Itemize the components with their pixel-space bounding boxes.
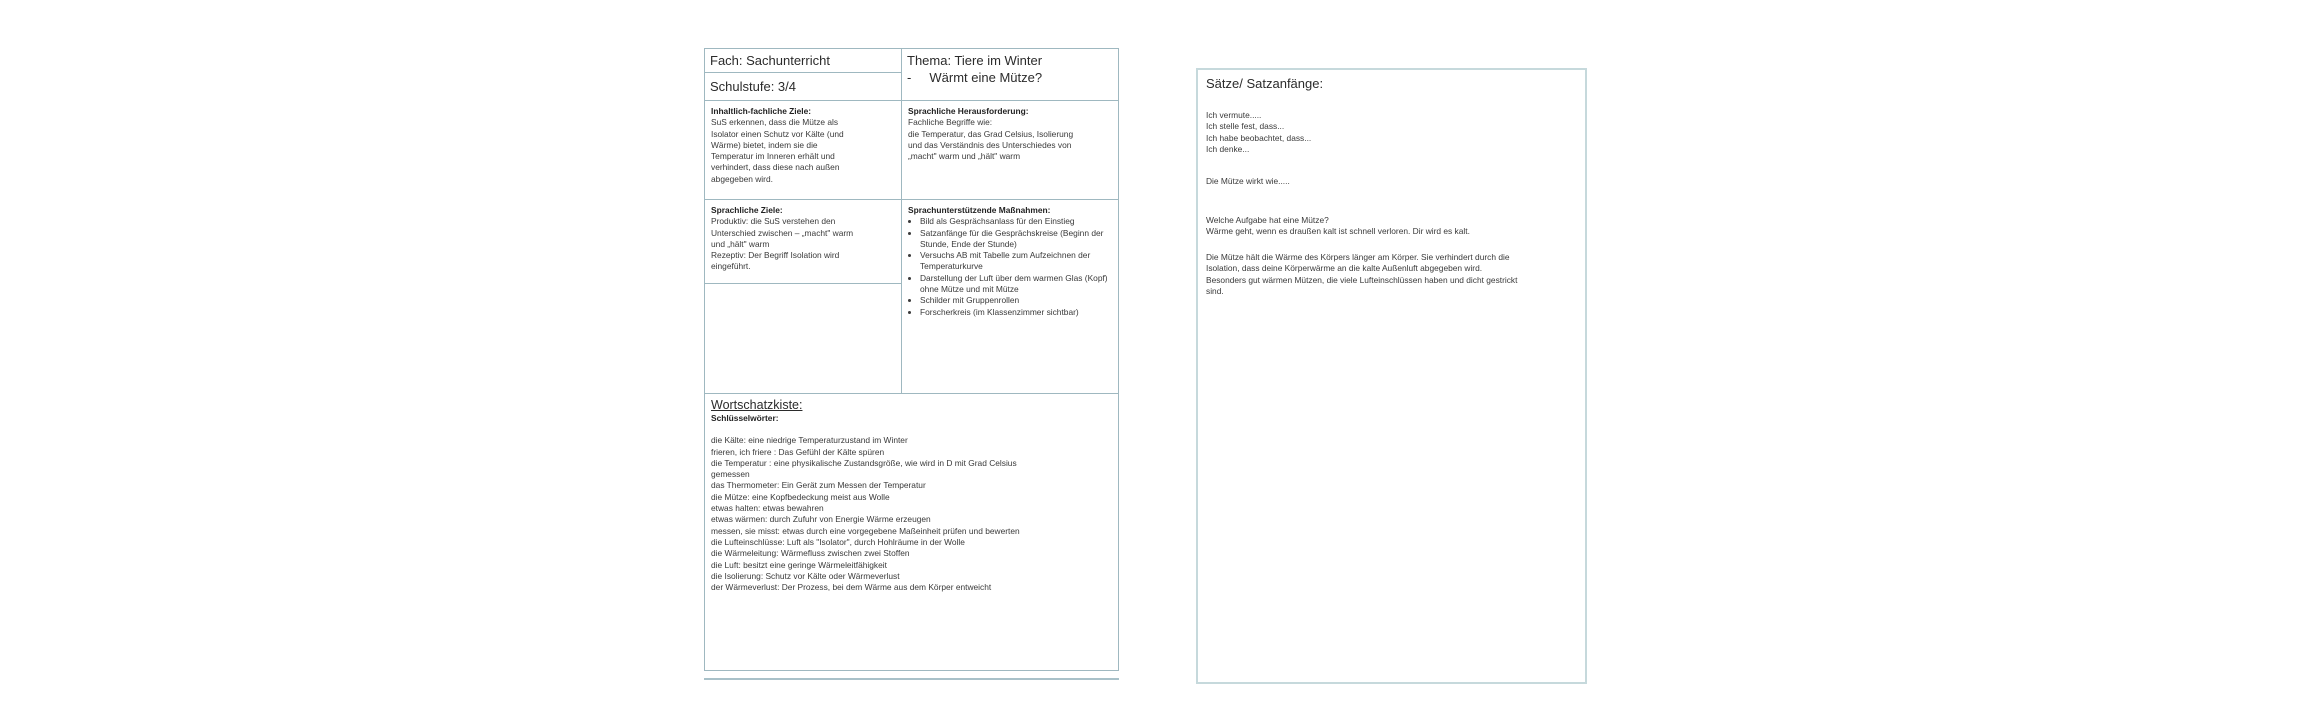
lesson-plan-page	[704, 48, 1119, 680]
sprachliche-ziele-line: Unterschied zwischen – „macht" warm	[711, 227, 854, 238]
schluesselwoerter-heading: Schlüsselwörter:	[711, 413, 779, 423]
sprachliche-ziele-line: eingeführt.	[711, 261, 751, 272]
wortschatz-entry: etwas halten: etwas bewahren	[711, 503, 824, 514]
massnahmen-list	[908, 216, 1113, 318]
wortschatz-entry: messen, sie misst: etwas durch eine vorgegebene Maßeinheit prüfen und bewerten	[711, 525, 1020, 536]
claim-line: Die Mütze wirkt wie.....	[1206, 176, 1290, 186]
massnahmen-item: • Bild als Gesprächsanlass für den Einstieg	[920, 216, 1113, 227]
explanation-line: sind.	[1206, 285, 1224, 296]
massnahmen-item: • Forscherkreis (im Klassenzimmer sichtbar)	[920, 307, 1113, 318]
inhaltlich-ziele-cell	[704, 100, 902, 200]
starter-line: Ich vermute.....	[1206, 110, 1262, 120]
starters-block	[1206, 110, 1578, 155]
wortschatz-entry: die Temperatur : eine physikalische Zustandsgröße, wie wird in D mit Grad Celsius	[711, 457, 1017, 468]
wortschatz-entry: die Wärmeleitung: Wärmefluss zwischen zwei Stoffen	[711, 548, 910, 559]
sprachliche-herausforderung-cell	[901, 100, 1119, 200]
explanation-line: Besonders gut wärmen Mützen, die viele Lufteinschlüssen haben und dicht gestrickt	[1206, 274, 1518, 285]
sprachliche-ziele-line: Rezeptiv: Der Begriff Isolation wird	[711, 250, 840, 261]
massnahmen-item: • Versuchs AB mit Tabelle zum Aufzeichnen der Temperaturkurve	[920, 250, 1113, 273]
thema-title: Thema: Tiere im Winter	[907, 53, 1043, 68]
inhaltlich-line: SuS erkennen, dass die Mütze als	[711, 117, 839, 128]
inhaltlich-line: Temperatur im Inneren erhält und	[711, 151, 835, 162]
massnahmen-item: • Schilder mit Gruppenrollen	[920, 295, 1113, 306]
starter-line: Ich habe beobachtet, dass...	[1206, 132, 1312, 143]
schulstufe-cell	[704, 72, 902, 101]
schulstufe-label: Schulstufe: 3/4	[710, 79, 796, 94]
sprachliche-ziele-heading: Sprachliche Ziele:	[711, 205, 783, 215]
inhaltlich-line: abgegeben wird.	[711, 173, 773, 184]
wortschatz-entry: die Isolierung: Schutz vor Kälte oder Wärmeverlust	[711, 570, 900, 581]
fach-label: Fach: Sachunterricht	[710, 53, 830, 68]
herausforderung-line: die Temperatur, das Grad Celsius, Isolierung	[908, 128, 1074, 139]
massnahmen-cell	[901, 199, 1119, 394]
wortschatz-entry: das Thermometer: Ein Gerät zum Messen der Temperatur	[711, 480, 926, 491]
inhaltlich-heading: Inhaltlich-fachliche Ziele:	[711, 106, 812, 116]
sprachliche-ziele-line: Produktiv: die SuS verstehen den	[711, 216, 836, 227]
inhaltlich-line: Isolator einen Schutz vor Kälte (und	[711, 128, 844, 139]
question-line: Wärme geht, wenn es draußen kalt ist schnell verloren. Dir wird es kalt.	[1206, 226, 1470, 237]
wortschatz-entry: etwas wärmen: durch Zufuhr von Energie Wärme erzeugen	[711, 514, 931, 525]
thema-subtitle: - Wärmt eine Mütze?	[907, 70, 1043, 85]
herausforderung-heading: Sprachliche Herausforderung:	[908, 106, 1029, 116]
wortschatz-entry: die Kälte: eine niedrige Temperaturzustand im Winter	[711, 435, 908, 446]
thema-cell	[901, 48, 1119, 101]
wortschatz-entry: gemessen	[711, 469, 750, 480]
explanation-block	[1206, 252, 1578, 297]
wortschatz-entry: die Mütze: eine Kopfbedeckung meist aus Wolle	[711, 491, 890, 502]
inhaltlich-line: verhindert, dass diese nach außen	[711, 162, 840, 173]
sentence-starters-title: Sätze/ Satzanfänge:	[1206, 76, 1324, 91]
question-line: Welche Aufgabe hat eine Mütze?	[1206, 215, 1329, 225]
fach-cell	[704, 48, 902, 73]
wortschatz-entry: der Wärmeverlust: Der Prozess, bei dem Wärme aus dem Körper entweicht	[711, 582, 992, 593]
massnahmen-heading: Sprachunterstützende Maßnahmen:	[908, 205, 1051, 215]
inhaltlich-line: Wärme) bietet, indem sie die	[711, 139, 818, 150]
starter-line: Ich denke...	[1206, 143, 1250, 154]
wortschatz-entry: frieren, ich friere : Das Gefühl der Kälte spüren	[711, 446, 885, 457]
wortschatz-heading: Wortschatzkiste:	[711, 398, 803, 412]
herausforderung-line: „macht" warm und „hält" warm	[908, 151, 1021, 162]
wortschatz-entry: die Lufteinschlüsse: Luft als "Isolator", durch Hohlräume in der Wolle	[711, 536, 965, 547]
herausforderung-line: und das Verständnis des Unterschiedes von	[908, 139, 1072, 150]
question-block	[1206, 215, 1578, 238]
herausforderung-line: Fachliche Begriffe wie:	[908, 117, 993, 128]
explanation-line: Die Mütze hält die Wärme des Körpers länger am Körper. Sie verhindert durch die	[1206, 252, 1510, 262]
massnahmen-item: • Satzanfänge für die Gesprächskreise (Beginn der Stunde, Ende der Stunde)	[920, 228, 1113, 251]
wortschatz-cell	[704, 393, 1119, 671]
starter-line: Ich stelle fest, dass...	[1206, 121, 1285, 132]
wortschatz-entry: die Luft: besitzt eine geringe Wärmeleitfähigkeit	[711, 559, 887, 570]
sprachliche-ziele-line: und „hält" warm	[711, 238, 770, 249]
sprachliche-ziele-cell	[704, 199, 902, 284]
explanation-line: Isolation, dass deine Körperwärme an die kalte Außenluft abgegeben wird.	[1206, 263, 1483, 274]
empty-cell	[704, 283, 902, 394]
sentence-starters-page	[1196, 68, 1587, 684]
massnahmen-item: • Darstellung der Luft über dem warmen Glas (Kopf) ohne Mütze und mit Mütze	[920, 273, 1113, 296]
